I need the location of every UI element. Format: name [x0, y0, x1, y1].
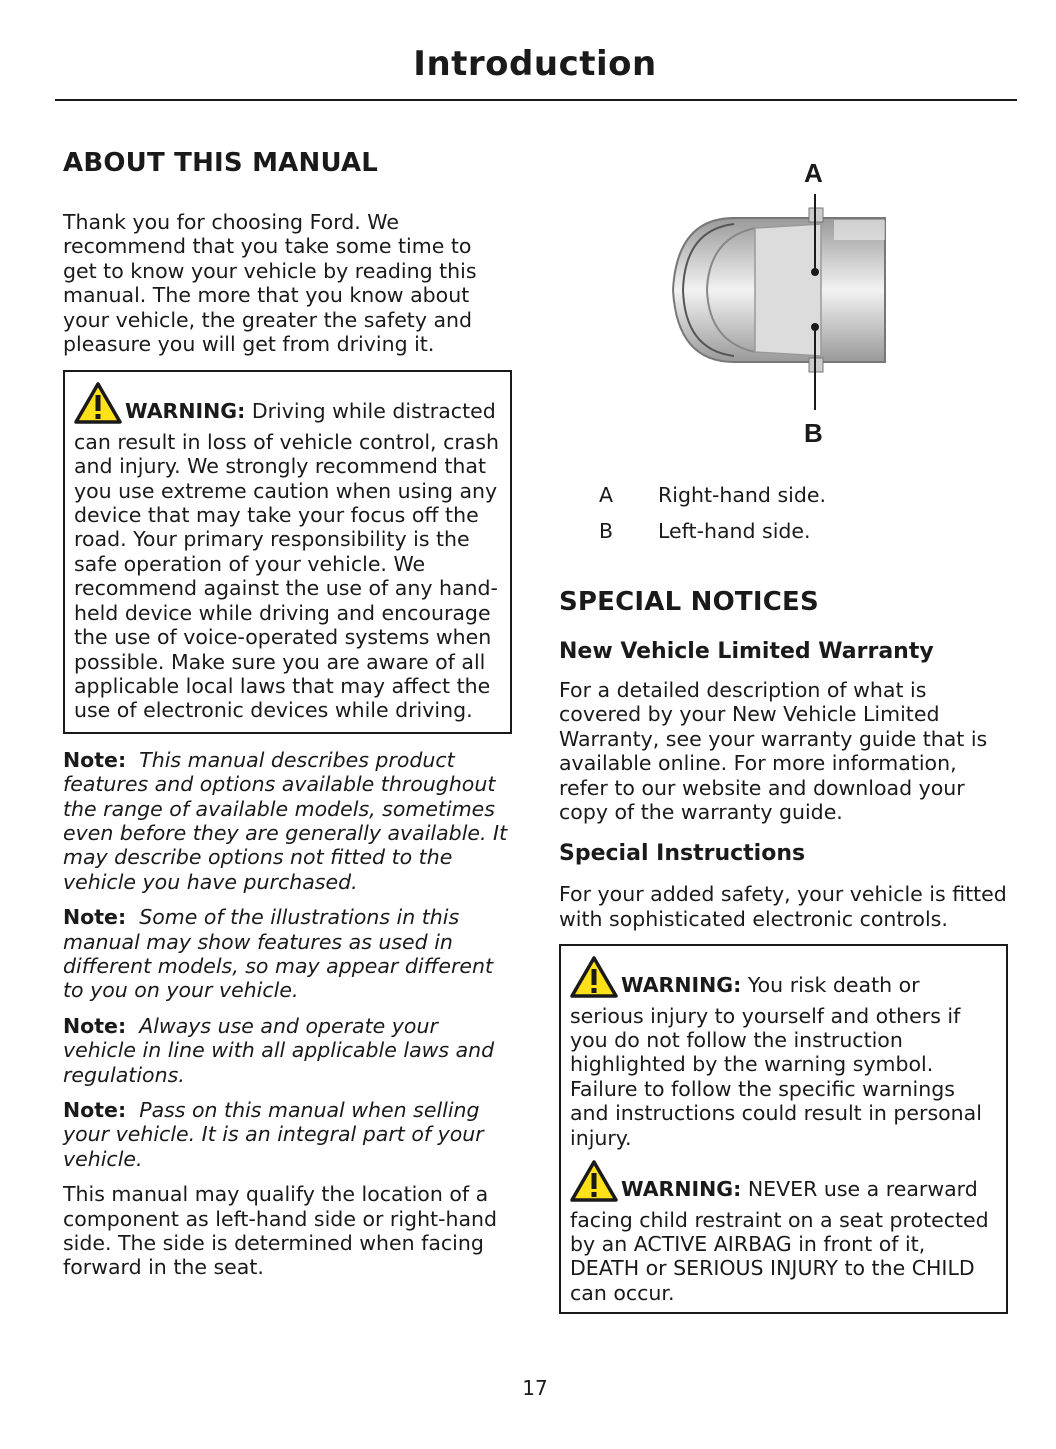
special-instructions-heading: Special Instructions [559, 841, 806, 867]
distraction-warning-box [63, 370, 512, 733]
note-2: Note: Some of the illustrations in this manual may show features as used in different models, so may appear different to you on your vehicle. [63, 905, 494, 1003]
figure-legend [559, 483, 1009, 543]
special-notices-heading: SPECIAL NOTICES [559, 587, 819, 617]
vehicle-side-figure [559, 140, 1009, 448]
about-intro: Thank you for choosing Ford. We recommend that you take some time to get to know your vehicle by reading this manual. The more that you know about your vehicle, the greater the safety and pleasure you will get from driving it. [63, 210, 477, 357]
warning-text: Driving while distracted can result in loss of vehicle control, crash and injury. We strongly recommend that you use extreme caution when using any device that may take your focus off the road. Your primary responsibility is the safe operation of your vehicle. We recommend against the use of any hand-held device while driving and encourage the use of voice-operated systems when possible. Make sure you are aware of all applicable local laws that may affect the use of electronic devices while driving. [74, 399, 500, 723]
legend-row: B Left-hand side. [599, 519, 811, 543]
right-column [559, 140, 1009, 1314]
warning-text: You risk death or serious injury to yourself and others if you do not follow the instruction highlighted by the warning symbol. Failure to follow the specific warnings and instructions could result in personal injury. [570, 973, 982, 1150]
legend-row: A Right-hand side. [599, 483, 826, 507]
warning-triangle-icon [570, 956, 618, 1003]
about-closing: This manual may qualify the location of a component as left-hand side or right-hand side. The side is determined when facing forward in the seat. [63, 1182, 498, 1280]
header-rule [55, 99, 1017, 101]
warning-label: WARNING: [125, 399, 246, 424]
warranty-text: For a detailed description of what is covered by your New Vehicle Limited Warranty, see your warranty guide that is available online. For more information, refer to our website and download your copy of the warranty guide. [559, 678, 988, 825]
figure-label-b: B [804, 418, 823, 448]
safety-warning-box [559, 944, 1008, 1314]
note-4: Note: Pass on this manual when selling your vehicle. It is an integral part of your vehicle. [63, 1098, 484, 1171]
warning-label: WARNING: [621, 1177, 742, 1202]
note-1: Note: This manual describes product features and options available throughout the range of available models, sometimes even before they are generally available. It may describe options not fitted to the vehicle you have purchased. [63, 747, 508, 894]
warning-label: WARNING: [621, 973, 742, 998]
warning-triangle-icon [570, 1160, 618, 1207]
figure-label-a: A [804, 158, 823, 188]
page-title: Introduction [413, 44, 657, 84]
vehicle-top-view [559, 190, 1009, 440]
special-instructions-text: For your added safety, your vehicle is fitted with sophisticated electronic controls. [559, 882, 1007, 931]
note-3: Note: Always use and operate your vehicle in line with all applicable laws and regulations. [63, 1013, 495, 1087]
warning-triangle-icon [74, 382, 122, 429]
warning-text: NEVER use a rearward facing child restraint on a seat protected by an ACTIVE AIRBAG in front of it, DEATH or SERIOUS INJURY to the CHILD can occur. [570, 1177, 989, 1305]
warranty-heading: New Vehicle Limited Warranty [559, 639, 934, 664]
page-number: 17 [522, 1376, 548, 1400]
about-heading: ABOUT THIS MANUAL [63, 148, 379, 178]
left-column [63, 140, 513, 1280]
